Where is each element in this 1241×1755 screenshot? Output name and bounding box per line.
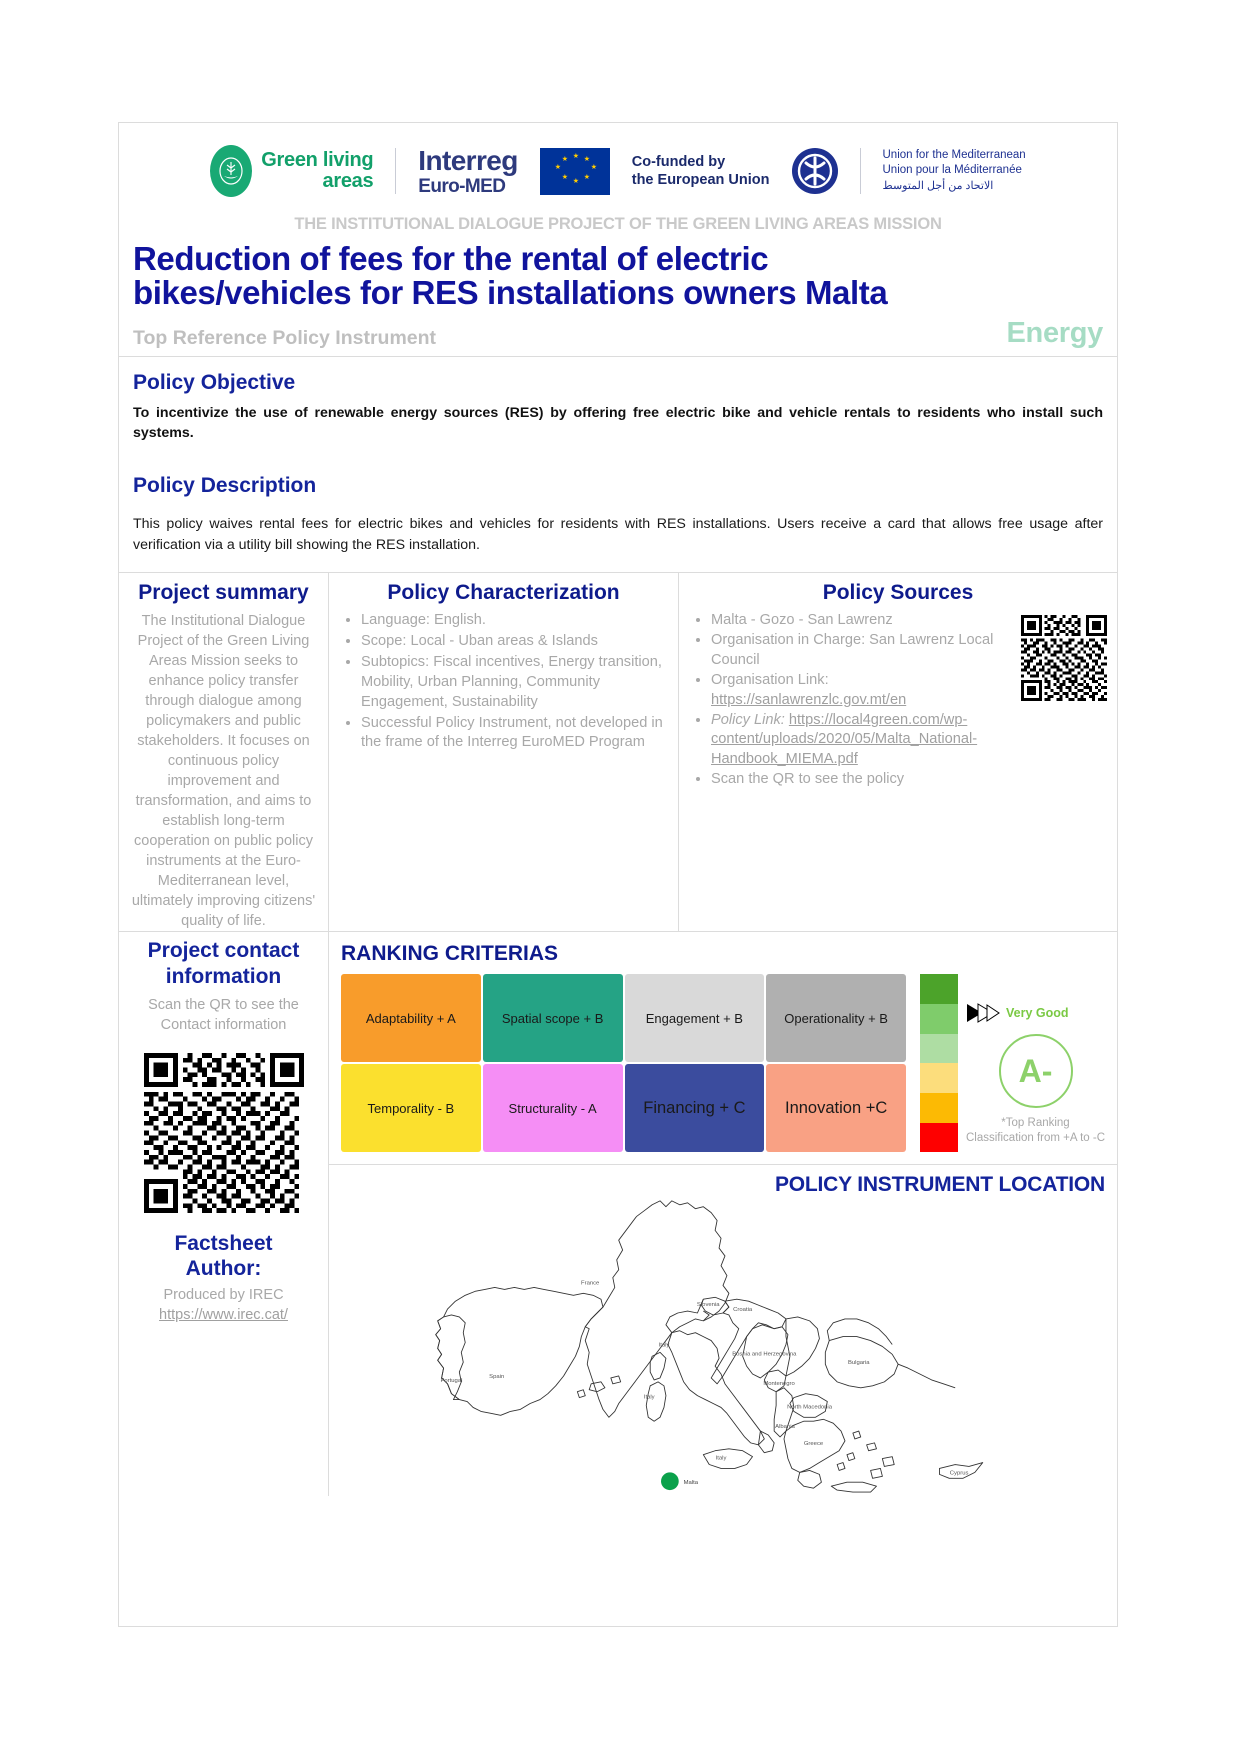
- interreg-wordmark: Interreg: [418, 144, 518, 176]
- list-item: • Successful Policy Instrument, not developed in the frame of the Interreg EuroMED Program: [361, 714, 668, 754]
- ranking-scale: [920, 974, 1105, 1152]
- list-item: • Subtopics: Fiscal incentives, Energy transition, Mobility, Urban Planning, Community Engagement, Sustainability: [361, 653, 668, 713]
- policy-qr-code[interactable]: [1021, 615, 1107, 701]
- map-canvas: [341, 1191, 1105, 1496]
- ranking-color-scale-icon: [920, 974, 958, 1152]
- policy-description-heading: Policy Description: [133, 473, 317, 497]
- instrument-subtitle: Top Reference Policy Instrument: [133, 326, 437, 349]
- double-arrow-icon: [966, 1002, 1002, 1024]
- project-contact-heading: [129, 938, 318, 988]
- contact-scan-note: Scan the QR to see the Contact information: [148, 996, 299, 1033]
- page-title-line1: Reduction of fees for the rental of electric: [133, 240, 769, 277]
- criteria-temporality: Temporality - B: [341, 1064, 481, 1152]
- lower-band: [119, 931, 1117, 1496]
- objective-description-block: [119, 357, 1117, 573]
- policy-objective-text: To incentivize the use of renewable energy sources (RES) by offering free electric bike and vehicle rentals to residents who install such systems.: [133, 404, 1103, 442]
- project-summary-text: The Institutional Dialogue Project of the Green Living Areas Mission seeks to enhance policy transfer through dialogue among policymakers and public stakeholders. It focuses on continuous policy improvement and transformation, and aims to establish long-term cooperation on public policy instruments at the Euro-Mediterranean level, ultimately improving citizens' quality of life.: [131, 613, 316, 930]
- criteria-structurality: Structurality - A: [483, 1064, 623, 1152]
- project-kicker: THE INSTITUTIONAL DIALOGUE PROJECT OF THE GREEN LIVING AREAS MISSION: [294, 215, 942, 233]
- map-label-north-macedonia: North Macedonia: [787, 1404, 833, 1411]
- grade-badge: [999, 1034, 1073, 1108]
- factsheet-author-heading-line1: Factsheet: [174, 1231, 273, 1255]
- euromed-wordmark: Euro-MED: [418, 175, 506, 197]
- ranking-criterias-heading: RANKING CRITERIAS: [341, 942, 559, 966]
- criteria-engagement: Engagement + B: [625, 974, 765, 1062]
- map-location-marker: [661, 1473, 699, 1491]
- ufm-line1: Union for the Mediterranean: [882, 149, 1026, 162]
- ranking-criterias-section: [329, 932, 1117, 1165]
- ufm-line3-arabic: الاتحاد من أجل المتوسط: [882, 179, 994, 192]
- map-label-montenegro: Montenegro: [763, 1381, 795, 1388]
- eu-funding-text: [632, 153, 770, 189]
- eu-line1: Co-funded by: [631, 153, 726, 170]
- author-produced-by: Produced by IREC: [163, 1287, 284, 1304]
- policy-sources-list: [689, 611, 1013, 790]
- map-label-france: France: [581, 1280, 600, 1287]
- gla-line2: areas: [322, 170, 374, 192]
- map-label-greece: Greece: [803, 1441, 824, 1448]
- map-label-slovenia: Slovenia: [696, 1302, 720, 1309]
- info-columns: [119, 572, 1117, 931]
- title-subline: [133, 317, 1103, 350]
- logo-strip: [119, 123, 1117, 211]
- contact-qr-code[interactable]: [144, 1053, 304, 1213]
- policy-characterization-column: [329, 573, 679, 931]
- map-label-bosnia: Bosnia and Herzegovina: [732, 1351, 797, 1358]
- project-summary-heading: Project summary: [138, 581, 309, 605]
- ufm-line2: Union pour la Méditerranée: [882, 164, 1022, 177]
- policy-sources-column: [679, 573, 1117, 931]
- logo-divider-2: [860, 148, 861, 194]
- factsheet-author-heading-line2: Author:: [185, 1256, 262, 1280]
- list-item-policy-link: [711, 711, 1013, 771]
- union-for-mediterranean-icon: [792, 148, 838, 194]
- ranking-criteria-grid: [341, 974, 906, 1152]
- green-living-areas-wordmark: [261, 150, 373, 191]
- green-living-areas-logo: [210, 145, 373, 197]
- policy-sources-heading: Policy Sources: [822, 581, 974, 605]
- map-heading: POLICY INSTRUMENT LOCATION: [774, 1173, 1105, 1197]
- factsheet-author-heading: [129, 1231, 318, 1281]
- organisation-link-label: Organisation Link:: [711, 671, 829, 688]
- contact-column: [119, 932, 329, 1496]
- project-summary-column: [119, 573, 329, 931]
- map-marker-label: Malta: [683, 1480, 699, 1487]
- map-label-italy-sicily: Italy: [715, 1456, 727, 1463]
- page-title-line2: bikes/vehicles for RES installations owners Malta: [133, 274, 888, 312]
- list-item-location: • Malta - Gozo - San Lawrenz: [711, 611, 1013, 631]
- policy-description-text: This policy waives rental fees for electric bikes and vehicles for residents with RES installations. Users receive a card that allows free usage after verification via a utility bill showing the RES installation.: [133, 515, 1103, 554]
- eu-line2: the European Union: [631, 172, 770, 188]
- criteria-operationality: Operationality + B: [766, 974, 906, 1062]
- page-title: [133, 242, 1103, 311]
- policy-objective-heading: Policy Objective: [133, 370, 296, 394]
- author-link[interactable]: https://www.irec.cat/: [159, 1307, 288, 1324]
- map-label-bulgaria: Bulgaria: [847, 1360, 870, 1367]
- green-living-areas-seal-icon: [210, 145, 252, 197]
- topic-badge: Energy: [1006, 316, 1103, 349]
- criteria-financing: Financing + C: [625, 1064, 765, 1152]
- project-contact-heading-line1: Project contact: [147, 939, 300, 963]
- gla-line1: Green living: [261, 149, 374, 172]
- list-item-scan-note: • Scan the QR to see the policy: [711, 770, 1013, 790]
- ranking-and-map-column: [329, 932, 1117, 1496]
- ranking-verdict: Very Good: [1006, 1006, 1069, 1021]
- ranking-note: *Top Ranking Classification from +A to -C: [966, 1117, 1106, 1145]
- policy-characterization-list: [339, 611, 668, 753]
- grade-value: A-: [1018, 1052, 1053, 1089]
- map-label-italy-north: Italy: [658, 1342, 670, 1349]
- policy-characterization-heading: Policy Characterization: [387, 581, 620, 605]
- list-item-organisation: • Organisation in Charge: San Lawrenz Local Council: [711, 631, 1013, 671]
- map-label-italy-sardinia: Italy: [643, 1395, 655, 1402]
- list-item: • Language: English.: [361, 611, 668, 631]
- policy-link-label: Policy Link:: [711, 711, 789, 728]
- map-label-spain: Spain: [489, 1374, 505, 1381]
- criteria-spatial-scope: Spatial scope + B: [483, 974, 623, 1062]
- list-item: • Scope: Local - Uban areas & Islands: [361, 632, 668, 652]
- policy-instrument-location-section: [329, 1165, 1117, 1496]
- map-label-albania: Albania: [775, 1424, 795, 1431]
- factsheet-page: [118, 122, 1118, 1627]
- project-contact-heading-line2: information: [165, 964, 282, 988]
- union-for-mediterranean-text: [883, 148, 1026, 194]
- criteria-innovation: Innovation +C: [766, 1064, 906, 1152]
- map-label-croatia: Croatia: [733, 1307, 753, 1314]
- title-block: [119, 215, 1117, 356]
- list-item-organisation-link: [711, 671, 1013, 711]
- policy-link[interactable]: https://local4green.com/wp-content/uploads/2020/05/Malta_National-Handbook_MIEMA.pdf: [711, 711, 978, 768]
- map-label-portugal: Portugal: [440, 1378, 463, 1385]
- eu-flag-icon: ★ ★ ★ ★ ★ ★ ★ ★: [540, 148, 610, 195]
- organisation-link[interactable]: https://sanlawrenzlc.gov.mt/en: [711, 691, 907, 708]
- interreg-euromed-logo: [418, 144, 518, 197]
- logo-divider-1: [395, 148, 396, 194]
- criteria-adaptability: Adaptability + A: [341, 974, 481, 1062]
- map-label-cyprus: Cyprus: [949, 1470, 969, 1477]
